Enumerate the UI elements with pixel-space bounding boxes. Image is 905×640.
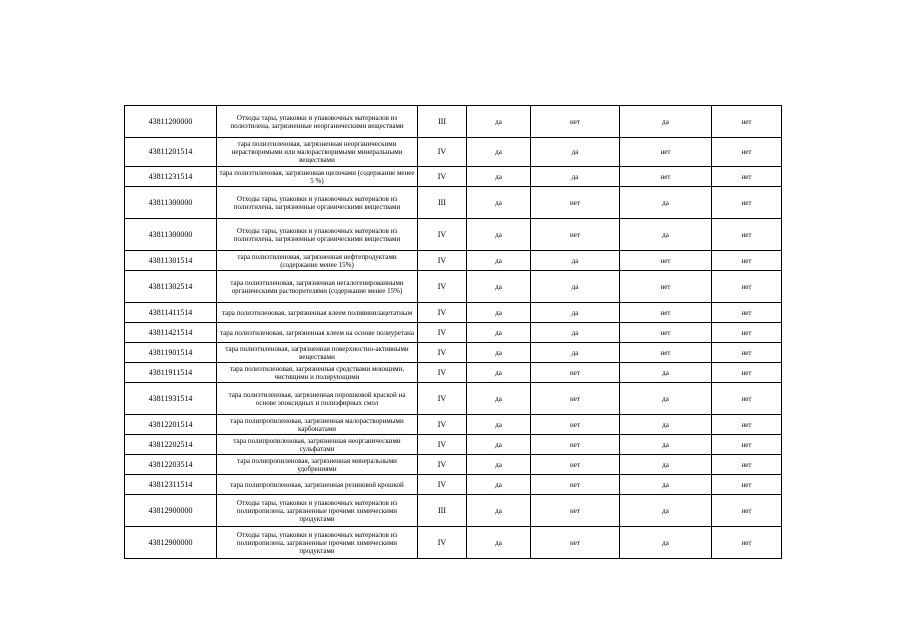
waste-name: тара полипропиленовая, загрязненная резиновой крошкой <box>217 475 418 495</box>
waste-code: 43811300000 <box>125 187 217 219</box>
waste-name: тара полипропиленовая, загрязненная малорастворимыми карбонатами <box>217 415 418 435</box>
flag-col-2: нет <box>531 187 620 219</box>
flag-col-3: нет <box>620 271 712 303</box>
flag-col-4: нет <box>712 106 782 138</box>
waste-name: Отходы тары, упаковки и упаковочных материалов из полиэтилена, загрязненные органическими веществами <box>217 219 418 251</box>
flag-col-2: да <box>531 167 620 187</box>
hazard-class: IV <box>418 138 467 167</box>
waste-code: 43811931514 <box>125 383 217 415</box>
flag-col-3: да <box>620 219 712 251</box>
waste-code: 43812900000 <box>125 495 217 527</box>
flag-col-3: нет <box>620 303 712 323</box>
flag-col-3: нет <box>620 323 712 343</box>
table-row <box>125 106 782 138</box>
flag-col-3: да <box>620 415 712 435</box>
table-row <box>125 363 782 383</box>
waste-name: тара полиэтиленовая, загрязненная средствами моющими, чистящими и полирующими <box>217 363 418 383</box>
hazard-class: IV <box>418 271 467 303</box>
flag-col-4: нет <box>712 138 782 167</box>
hazard-class: IV <box>418 167 467 187</box>
waste-code: 43811911514 <box>125 363 217 383</box>
waste-name: тара полиэтиленовая, загрязненная клеем на основе полиуретана <box>217 323 418 343</box>
flag-col-4: нет <box>712 323 782 343</box>
table-row <box>125 303 782 323</box>
waste-code: 43811421514 <box>125 323 217 343</box>
table-row <box>125 475 782 495</box>
flag-col-4: нет <box>712 435 782 455</box>
waste-code: 43812202514 <box>125 435 217 455</box>
hazard-class: IV <box>418 251 467 271</box>
flag-col-1: да <box>467 271 531 303</box>
flag-col-1: да <box>467 435 531 455</box>
flag-col-3: да <box>620 435 712 455</box>
flag-col-4: нет <box>712 219 782 251</box>
flag-col-4: нет <box>712 271 782 303</box>
flag-col-3: нет <box>620 138 712 167</box>
flag-col-3: да <box>620 383 712 415</box>
table-row <box>125 455 782 475</box>
flag-col-3: да <box>620 495 712 527</box>
flag-col-4: нет <box>712 527 782 559</box>
flag-col-4: нет <box>712 187 782 219</box>
flag-col-4: нет <box>712 167 782 187</box>
flag-col-1: да <box>467 303 531 323</box>
flag-col-2: да <box>531 271 620 303</box>
flag-col-4: нет <box>712 455 782 475</box>
waste-code: 43812201514 <box>125 415 217 435</box>
hazard-class: IV <box>418 219 467 251</box>
table-row <box>125 138 782 167</box>
flag-col-2: да <box>531 138 620 167</box>
hazard-class: IV <box>418 323 467 343</box>
table-row <box>125 435 782 455</box>
flag-col-2: нет <box>531 527 620 559</box>
flag-col-4: нет <box>712 415 782 435</box>
hazard-class: IV <box>418 435 467 455</box>
flag-col-1: да <box>467 475 531 495</box>
table-row <box>125 415 782 435</box>
flag-col-1: да <box>467 187 531 219</box>
table-row <box>125 383 782 415</box>
hazard-class: IV <box>418 455 467 475</box>
flag-col-4: нет <box>712 363 782 383</box>
waste-code: 43812311514 <box>125 475 217 495</box>
waste-name: тара полипропиленовая, загрязненная неорганическими сульфатами <box>217 435 418 455</box>
flag-col-1: да <box>467 415 531 435</box>
flag-col-2: нет <box>531 455 620 475</box>
waste-name: тара полиэтиленовая, загрязненная клеем поливинилацетатным <box>217 303 418 323</box>
flag-col-2: нет <box>531 383 620 415</box>
flag-col-4: нет <box>712 495 782 527</box>
flag-col-3: нет <box>620 343 712 363</box>
table-row <box>125 343 782 363</box>
hazard-class: IV <box>418 475 467 495</box>
waste-code: 43811901514 <box>125 343 217 363</box>
table-row <box>125 167 782 187</box>
table-row <box>125 271 782 303</box>
flag-col-1: да <box>467 495 531 527</box>
waste-name: Отходы тары, упаковки и упаковочных материалов из полиэтилена, загрязненные неорганическими веществами <box>217 106 418 138</box>
waste-code: 43811300000 <box>125 219 217 251</box>
hazard-class: III <box>418 187 467 219</box>
hazard-class: IV <box>418 303 467 323</box>
flag-col-2: нет <box>531 363 620 383</box>
waste-code: 43811302514 <box>125 271 217 303</box>
table-row <box>125 323 782 343</box>
flag-col-3: нет <box>620 167 712 187</box>
flag-col-3: да <box>620 363 712 383</box>
table-row <box>125 495 782 527</box>
flag-col-4: нет <box>712 251 782 271</box>
flag-col-2: нет <box>531 435 620 455</box>
table-row <box>125 187 782 219</box>
waste-code: 43811200000 <box>125 106 217 138</box>
flag-col-4: нет <box>712 383 782 415</box>
flag-col-1: да <box>467 383 531 415</box>
waste-name: тара полиэтиленовая, загрязненная негалогенированными органическими растворителями (содержание менее 15%) <box>217 271 418 303</box>
waste-name: тара полипропиленовая, загрязненная минеральными удобрениями <box>217 455 418 475</box>
waste-name: тара полиэтиленовая, загрязненная порошковой краской на основе эпоксидных и полиэфирных смол <box>217 383 418 415</box>
flag-col-1: да <box>467 251 531 271</box>
table-row <box>125 527 782 559</box>
hazard-class: IV <box>418 343 467 363</box>
table-row <box>125 219 782 251</box>
waste-code: 43811201514 <box>125 138 217 167</box>
flag-col-4: нет <box>712 343 782 363</box>
flag-col-1: да <box>467 219 531 251</box>
flag-col-4: нет <box>712 303 782 323</box>
flag-col-2: нет <box>531 475 620 495</box>
flag-col-1: да <box>467 455 531 475</box>
waste-name: Отходы тары, упаковки и упаковочных материалов из полипропилена, загрязненные прочими химическими продуктами <box>217 527 418 559</box>
flag-col-1: да <box>467 167 531 187</box>
waste-code: 43811411514 <box>125 303 217 323</box>
table-row <box>125 251 782 271</box>
flag-col-2: да <box>531 303 620 323</box>
flag-col-3: нет <box>620 251 712 271</box>
flag-col-1: да <box>467 527 531 559</box>
waste-table <box>124 105 782 559</box>
flag-col-2: нет <box>531 106 620 138</box>
waste-table-body <box>125 106 782 559</box>
hazard-class: IV <box>418 383 467 415</box>
flag-col-1: да <box>467 323 531 343</box>
flag-col-1: да <box>467 363 531 383</box>
waste-code: 43811231514 <box>125 167 217 187</box>
waste-name: тара полиэтиленовая, загрязненная неорганическими нерастворимыми или малорастворимыми минеральными веществами <box>217 138 418 167</box>
flag-col-3: да <box>620 475 712 495</box>
flag-col-2: нет <box>531 495 620 527</box>
waste-name: тара полиэтиленовая, загрязненная нефтепродуктами (содержание менее 15%) <box>217 251 418 271</box>
waste-name: тара полиэтиленовая, загрязненная поверхностно-активными веществами <box>217 343 418 363</box>
flag-col-3: да <box>620 187 712 219</box>
flag-col-1: да <box>467 343 531 363</box>
flag-col-2: да <box>531 323 620 343</box>
flag-col-1: да <box>467 106 531 138</box>
flag-col-3: да <box>620 106 712 138</box>
hazard-class: III <box>418 106 467 138</box>
flag-col-3: да <box>620 527 712 559</box>
hazard-class: III <box>418 495 467 527</box>
flag-col-2: нет <box>531 219 620 251</box>
flag-col-2: да <box>531 343 620 363</box>
flag-col-4: нет <box>712 475 782 495</box>
hazard-class: IV <box>418 415 467 435</box>
flag-col-2: да <box>531 251 620 271</box>
flag-col-3: да <box>620 455 712 475</box>
hazard-class: IV <box>418 363 467 383</box>
waste-name: Отходы тары, упаковки и упаковочных материалов из полиэтилена, загрязненные органическими веществами <box>217 187 418 219</box>
waste-code: 43812900000 <box>125 527 217 559</box>
waste-name: Отходы тары, упаковки и упаковочных материалов из полипропилена, загрязненные прочими химическими продуктами <box>217 495 418 527</box>
waste-name: тара полиэтиленовая, загрязненная щелочами (содержание менее 5 %) <box>217 167 418 187</box>
waste-code: 43811301514 <box>125 251 217 271</box>
waste-code: 43812203514 <box>125 455 217 475</box>
flag-col-2: нет <box>531 415 620 435</box>
hazard-class: IV <box>418 527 467 559</box>
flag-col-1: да <box>467 138 531 167</box>
